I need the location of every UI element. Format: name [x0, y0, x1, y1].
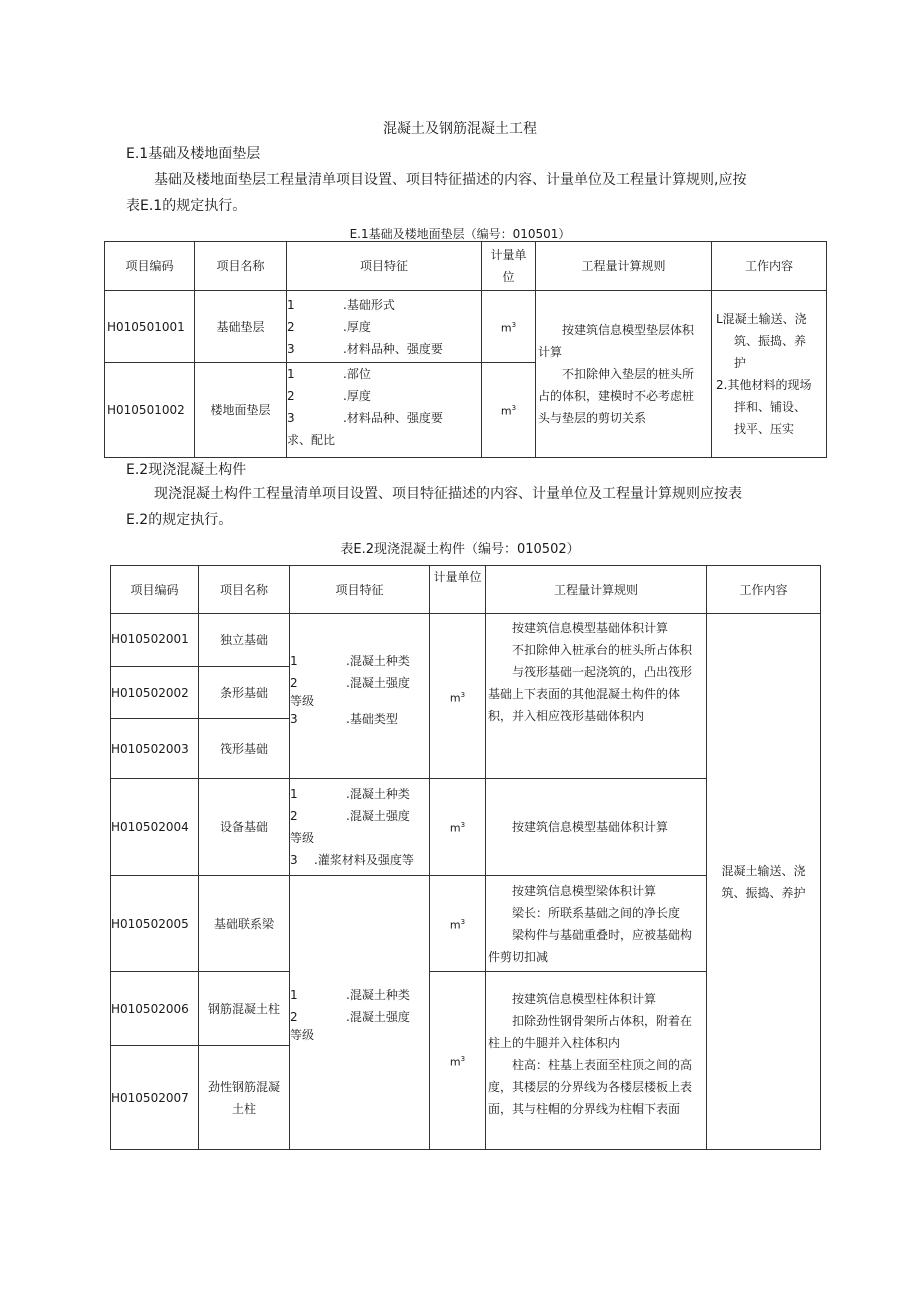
item-features: [287, 291, 482, 363]
table-row: [105, 291, 827, 363]
item-name: 筏形基础: [199, 719, 290, 779]
header-name: 项目名称: [195, 242, 287, 291]
section-e2-heading: E.2现浇混凝土构件: [126, 462, 247, 478]
page-title: 混凝土及钢筋混凝土工程: [383, 121, 537, 137]
header-code: 项目编码: [105, 242, 195, 291]
header-work: 工作内容: [712, 242, 827, 291]
item-name: 独立基础: [199, 614, 290, 667]
table-e1-caption: E.1基础及楼地面垫层（编号：010501）: [349, 227, 571, 241]
item-code: H010502002: [111, 667, 199, 719]
item-unit: $m^3$: [430, 614, 486, 779]
feature-line: 2 .厚度: [287, 319, 371, 334]
header-unit: [482, 242, 536, 291]
item-name: 条形基础: [199, 667, 290, 719]
calculation-rule: 按建筑信息模型基础体积计算: [486, 779, 707, 876]
feature-line: 1 .混凝土种类: [290, 987, 410, 1002]
feature-line: 3 .灌浆材料及强度等: [290, 853, 414, 867]
work-content: L混凝土输送、浇 筑、振捣、养 护 2.其他材料的现场 拌和、铺设、 找平、压实: [712, 291, 827, 458]
feature-line: 求、配比: [287, 433, 336, 447]
item-code: H010502007: [111, 1046, 199, 1150]
table-row: [111, 614, 821, 667]
section-e1-paragraph-line1: 基础及楼地面垫层工程量清单项目设置、项目特征描述的内容、计量单位及工程量计算规则,应按: [154, 172, 747, 188]
feature-line: 2 .混凝土强度: [290, 1009, 410, 1024]
header-name: 项目名称: [199, 566, 290, 614]
header-unit-line1: 计量单: [490, 248, 527, 262]
item-features: [290, 876, 430, 1150]
header-code: 项目编码: [111, 566, 199, 614]
table-e2-caption: 表E.2现浇混凝土构件（编号：010502）: [340, 542, 580, 557]
header-unit: 计量单位: [430, 566, 486, 614]
item-unit: $m^3$: [430, 876, 486, 972]
section-e2-paragraph-line1: 现浇混凝土构件工程量清单项目设置、项目特征描述的内容、计量单位及工程量计算规则应按表: [154, 486, 742, 502]
feature-line: 1 .混凝土种类: [290, 654, 410, 668]
section-e1-paragraph-line2: 表E.1的规定执行。: [126, 198, 247, 214]
item-features: [290, 779, 430, 876]
item-code: H010502001: [111, 614, 199, 667]
item-name: 基础联系梁: [199, 876, 290, 972]
calculation-rule: 按建筑信息模型垫层体积 计算 不扣除伸入垫层的桩头所 占的体积，建模时不必考虑桩 头与垫层的剪切关系: [536, 291, 712, 458]
item-code: H010501001: [105, 291, 195, 363]
table-e1: [104, 241, 827, 458]
item-code: H010502006: [111, 972, 199, 1046]
header-unit-line2: 位: [502, 270, 515, 284]
section-e1-heading: E.1基础及楼地面垫层: [126, 146, 261, 162]
feature-line: 等级: [290, 831, 315, 845]
calculation-rule: 按建筑信息模型基础体积计算 不扣除伸入桩承台的桩头所占体积 与筏形基础一起浇筑的，凸出筏形 基础上下表面的其他混凝土构件的体 积，并入相应筏形基础体积内: [486, 614, 707, 779]
feature-line: 等级: [290, 694, 315, 708]
item-name: 钢筋混凝土柱: [199, 972, 290, 1046]
feature-line: 1 .基础形式: [287, 297, 395, 312]
item-name: 劲性钢筋混凝 土柱: [199, 1046, 290, 1150]
header-features: 项目特征: [287, 242, 482, 291]
feature-line: 等级: [290, 1027, 315, 1042]
section-e2-paragraph-line2: E.2的规定执行。: [126, 512, 233, 528]
item-code: H010502003: [111, 719, 199, 779]
item-name: 设备基础: [199, 779, 290, 876]
feature-line: 1 .混凝土种类: [290, 787, 410, 801]
item-features: [287, 363, 482, 458]
work-content: 混凝土输送、浇 筑、振捣、养护: [707, 614, 821, 1150]
item-unit: $m^3$: [430, 972, 486, 1150]
item-code: H010502005: [111, 876, 199, 972]
item-features: [290, 614, 430, 779]
item-unit: $m^3$: [430, 779, 486, 876]
item-name: 基础垫层: [195, 291, 287, 363]
feature-line: 2 .混凝土强度: [290, 676, 410, 690]
header-features: 项目特征: [290, 566, 430, 614]
feature-line: 3 .基础类型: [290, 712, 398, 726]
table-e2: [110, 565, 821, 1150]
item-unit: $m^3$: [482, 291, 536, 363]
header-rule: 工程量计算规则: [536, 242, 712, 291]
header-rule: 工程量计算规则: [486, 566, 707, 614]
calculation-rule: 按建筑信息模型梁体积计算 梁长：所联系基础之间的净长度 梁构件与基础重叠时，应被基础构 件剪切扣减: [486, 876, 707, 972]
item-code: H010502004: [111, 779, 199, 876]
calculation-rule: 按建筑信息模型柱体积计算 扣除劲性钢骨架所占体积，附着在 柱上的牛腿并入柱体积内 柱高：柱基上表面至柱顶之间的高 度，其楼层的分界线为各楼层楼板上表 面，其与柱帽的分界线为柱帽下表面: [486, 972, 707, 1150]
feature-line: 2 .混凝土强度: [290, 809, 410, 823]
feature-line: 3 .材料品种、强度要: [287, 411, 443, 425]
feature-line: 3 .材料品种、强度要: [287, 341, 443, 356]
feature-line: 2 .厚度: [287, 389, 371, 403]
item-code: H010501002: [105, 363, 195, 458]
header-work: 工作内容: [707, 566, 821, 614]
feature-line: 1 .部位: [287, 367, 371, 381]
item-name: 楼地面垫层: [195, 363, 287, 458]
item-unit: $m^3$: [482, 363, 536, 458]
